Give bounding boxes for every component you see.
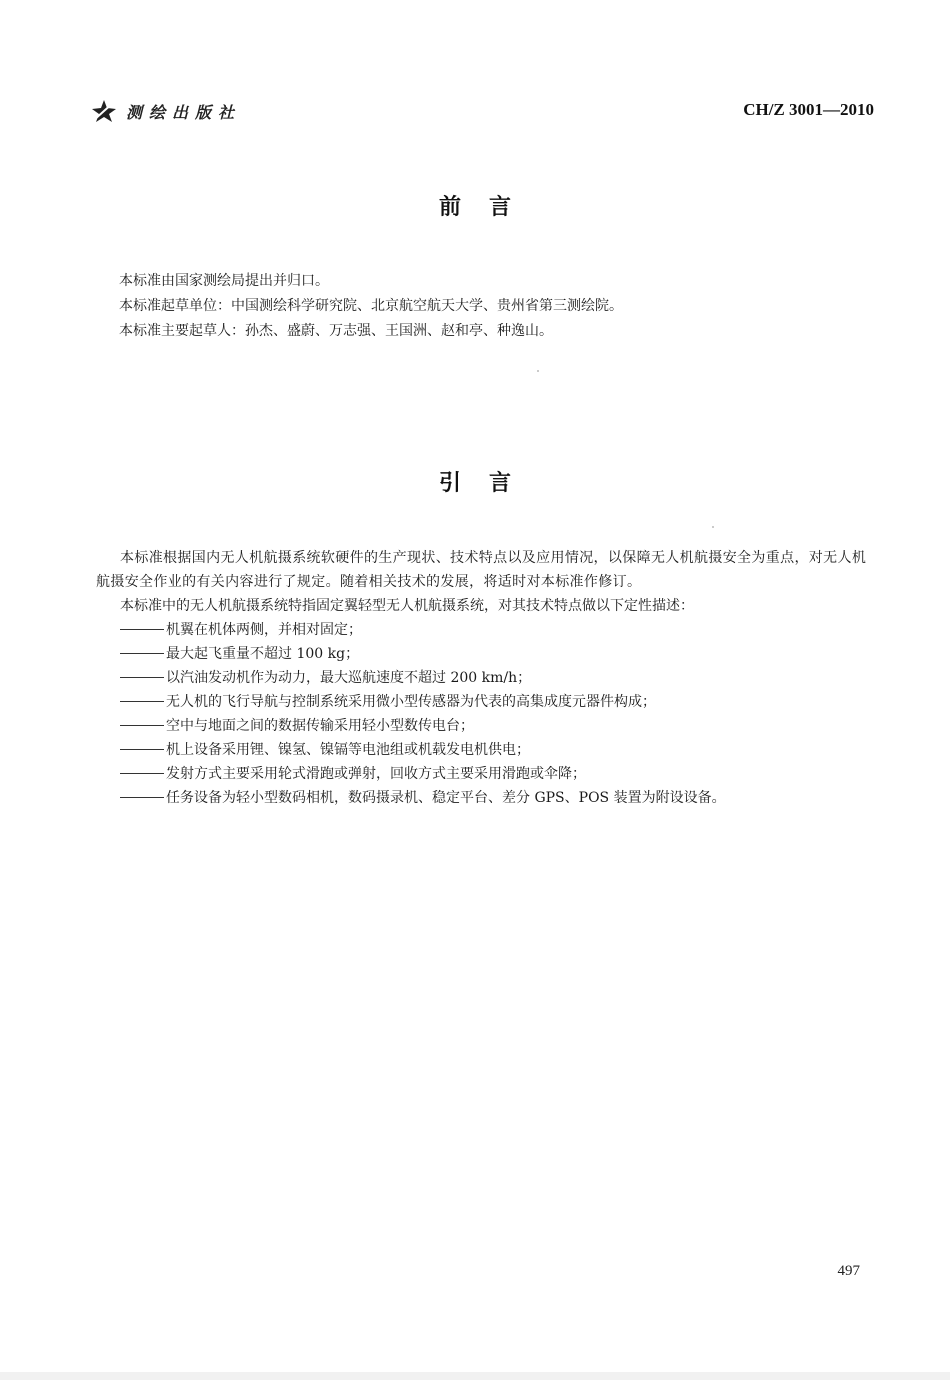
standard-code: CH/Z 3001—2010 xyxy=(743,100,874,119)
list-item xyxy=(120,738,880,762)
list-item-text: 机翼在机体两侧，并相对固定； xyxy=(166,622,362,638)
publisher-name: 测绘出版社 xyxy=(126,102,242,122)
list-item-text: 空中与地面之间的数据传输采用轻小型数传电台； xyxy=(166,718,474,734)
feature-list xyxy=(96,618,880,810)
list-item xyxy=(120,690,880,714)
introduction-lead: 本标准中的无人机航摄系统特指固定翼轻型无人机航摄系统，对其技术特点做以下定性描述： xyxy=(120,598,694,614)
dash-icon xyxy=(120,797,164,798)
foreword-line: 本标准起草单位：中国测绘科学研究院、北京航空航天大学、贵州省第三测绘院。 xyxy=(119,298,623,314)
list-item xyxy=(120,618,880,642)
dash-icon xyxy=(120,749,164,750)
page-number: 497 xyxy=(837,1263,860,1279)
list-item-text: 机上设备采用锂、镍氢、镍镉等电池组或机载发电机供电； xyxy=(166,742,530,758)
publisher-header xyxy=(90,98,241,124)
introduction-paragraph: 本标准根据国内无人机航摄系统软硬件的生产现状、技术特点以及应用情况，以保障无人机航摄安全为重点，对无人机航摄安全作业的有关内容进行了规定。随着相关技术的发展，将适时对本标准作修订。 xyxy=(96,550,867,590)
dash-icon xyxy=(120,677,164,678)
publisher-logo-icon xyxy=(90,98,118,124)
dash-icon xyxy=(120,725,164,726)
dash-icon xyxy=(120,653,164,654)
introduction-title: 引言 xyxy=(438,471,539,496)
list-item xyxy=(120,762,880,786)
introduction-body xyxy=(96,546,880,810)
dash-icon xyxy=(120,773,164,774)
dash-icon xyxy=(120,701,164,702)
foreword-body xyxy=(119,269,879,344)
list-item xyxy=(120,714,880,738)
list-item xyxy=(120,786,880,810)
list-item-text: 任务设备为轻小型数码相机，数码摄录机、稳定平台、差分 GPS、POS 装置为附设设备。 xyxy=(166,790,726,806)
dash-icon xyxy=(120,629,164,630)
list-item-text: 发射方式主要采用轮式滑跑或弹射，回收方式主要采用滑跑或伞降； xyxy=(166,766,586,782)
list-item-text: 以汽油发动机作为动力，最大巡航速度不超过 200 km/h； xyxy=(166,670,532,686)
foreword-line: 本标准由国家测绘局提出并归口。 xyxy=(119,273,329,289)
list-item xyxy=(120,666,880,690)
foreword-title: 前言 xyxy=(438,195,539,220)
scan-edge xyxy=(0,1372,950,1380)
list-item-text: 无人机的飞行导航与控制系统采用微小型传感器为代表的高集成度元器件构成； xyxy=(166,694,656,710)
list-item-text: 最大起飞重量不超过 100 kg； xyxy=(166,646,360,662)
list-item xyxy=(120,642,880,666)
foreword-line: 本标准主要起草人：孙杰、盛蔚、万志强、王国洲、赵和亭、种逸山。 xyxy=(119,323,553,339)
